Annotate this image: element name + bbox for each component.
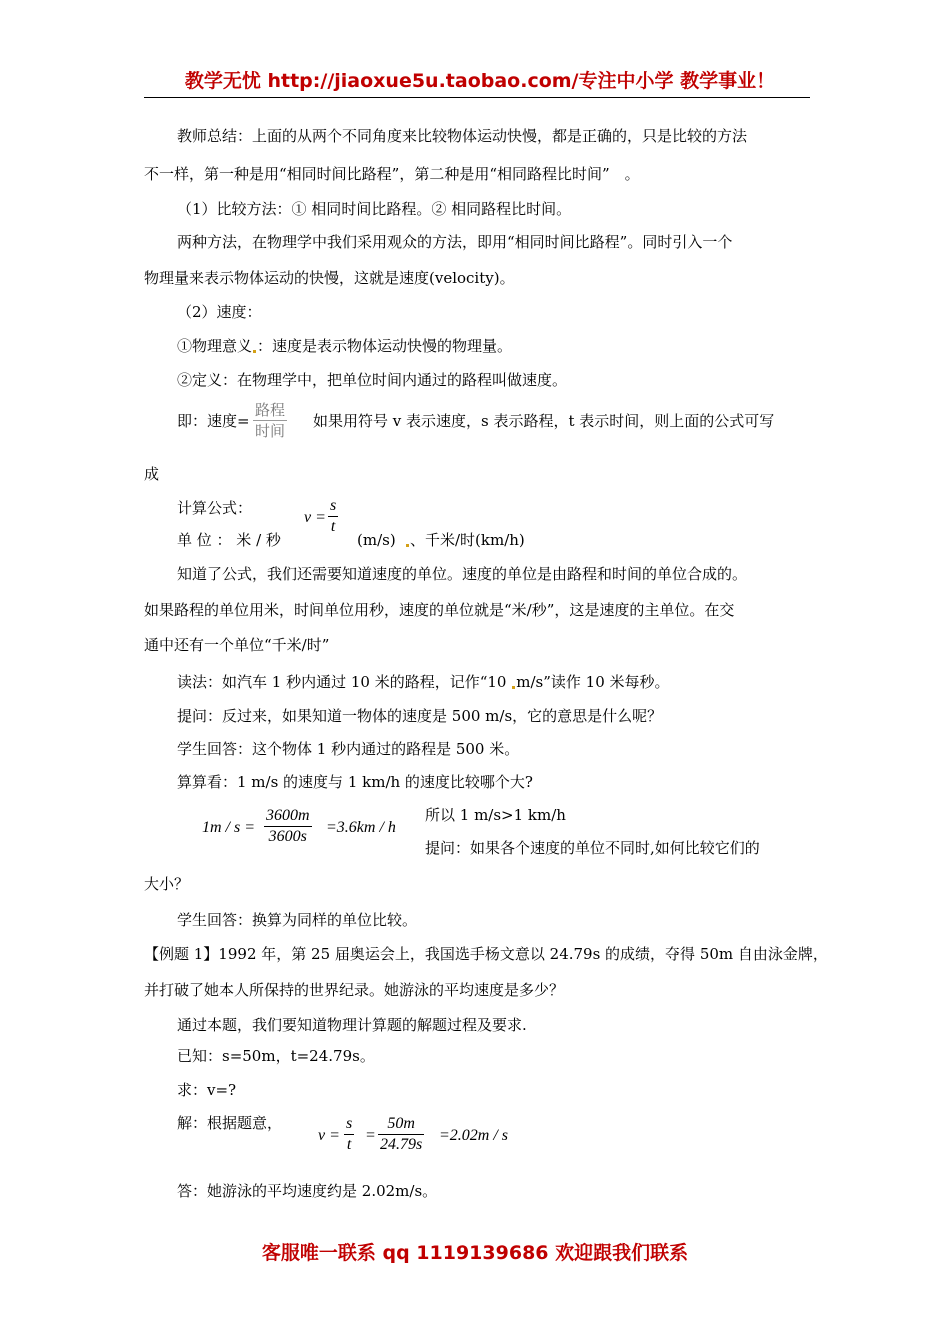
formula-unit-right: =3.6km / h <box>326 819 396 836</box>
text-line: 答：她游泳的平均速度约是 2.02m/s。 <box>177 1182 438 1200</box>
text-line: 单 位 ： 米 / 秒 <box>177 531 281 549</box>
formula-example-values <box>378 1114 424 1155</box>
formula-speed-fraction <box>328 496 338 537</box>
fraction-numerator: 50m <box>378 1114 424 1135</box>
fraction-denominator: 时间 <box>255 422 286 440</box>
text-line: 成 <box>144 465 160 483</box>
formula-unit-left: 1m / s = <box>202 819 256 836</box>
text-line: 知道了公式，我们还需要知道速度的单位。速度的单位是由路程和时间的单位合成的。 <box>177 565 748 583</box>
page-header: 教学无忧 http://jiaoxue5u.taobao.com/专注中小学 教学事业！ <box>184 70 776 92</box>
text-line: 算算看：1 m/s 的速度与 1 km/h 的速度比较哪个大? <box>177 773 533 791</box>
text-line: 提问：反过来，如果知道一物体的速度是 500 m/s，它的意思是什么呢？ <box>177 707 663 725</box>
fraction-numerator: 3600m <box>264 806 312 827</box>
formula-example-v: v = <box>318 1127 340 1144</box>
text-line: 提问：如果各个速度的单位不同时,如何比较它们的 <box>425 839 760 857</box>
speed-word-fraction <box>253 400 287 441</box>
marker-dot <box>406 544 409 547</box>
formula-v-eq: v = <box>304 509 326 526</box>
fraction-denominator: t <box>346 1136 352 1153</box>
text-line: (m/s) <box>357 531 396 549</box>
text-line: 通过本题，我们要知道物理计算题的解题过程及要求. <box>177 1016 527 1034</box>
text-line: 两种方法，在物理学中我们采用观众的方法，即用“相同时间比路程”。同时引入一个 <box>177 233 733 251</box>
text-span: 读法：如汽车 1 秒内通过 10 米的路程，记作“10 <box>177 673 507 691</box>
fraction-denominator: 24.79s <box>380 1136 423 1153</box>
fraction-numerator: s <box>328 496 338 517</box>
text-line: ②定义：在物理学中，把单位时间内通过的路程叫做速度。 <box>177 371 568 389</box>
formula-example-eq: = <box>365 1127 376 1144</box>
formula-example-s-over-t <box>344 1114 354 1155</box>
text-line: 如果路程的单位用米，时间单位用秒，速度的单位就是“米/秒”，这是速度的主单位。在交 <box>144 601 735 619</box>
text-line: 即：速度= <box>177 412 250 430</box>
text-span: m/s”读作 10 米每秒。 <box>516 673 670 691</box>
fraction-denominator: t <box>330 518 336 535</box>
marker-dot <box>253 350 256 353</box>
text-line: 不一样，第一种是用“相同时间比路程”，第二种是用“相同路程比时间” 。 <box>144 165 640 183</box>
fraction-denominator: 3600s <box>268 828 307 845</box>
formula-example-result: =2.02m / s <box>439 1127 509 1144</box>
text-line: 学生回答：换算为同样的单位比较。 <box>177 911 418 929</box>
text-line: 所以 1 m/s>1 km/h <box>425 806 566 824</box>
formula-unit-fraction <box>264 806 312 847</box>
text-line <box>177 672 670 692</box>
text-line: 物理量来表示物体运动的快慢，这就是速度(velocity)。 <box>144 269 515 287</box>
fraction-numerator: s <box>344 1114 354 1135</box>
marker-dot <box>512 686 515 689</box>
page-footer: 客服唯一联系 qq 1119139686 欢迎跟我们联系 <box>261 1242 689 1264</box>
text-line: 求：v=? <box>177 1081 237 1099</box>
text-line: 大小？ <box>144 875 190 893</box>
text-line <box>405 530 525 550</box>
text-line: 【例题 1】1992 年，第 25 届奥运会上，我国选手杨文意以 24.79s 的成绩，夺得 50m 自由泳金牌， <box>144 945 828 963</box>
text-line <box>177 336 512 356</box>
text-line: 通中还有一个单位“千米/时” <box>144 636 330 654</box>
text-line: 如果用符号 v 表示速度，s 表示路程，t 表示时间，则上面的公式可写 <box>313 412 775 430</box>
text-line: 计算公式： <box>177 499 253 517</box>
header-rule <box>144 97 810 98</box>
text-span: 、千米/时(km/h) <box>410 531 525 549</box>
text-line: 学生回答：这个物体 1 秒内通过的路程是 500 米。 <box>177 740 520 758</box>
text-line: （2）速度： <box>177 303 262 321</box>
text-line: （1）比较方法：① 相同时间比路程。② 相同路程比时间。 <box>177 200 572 218</box>
text-line: 解：根据题意， <box>177 1114 283 1132</box>
fraction-numerator: 路程 <box>255 401 286 419</box>
text-span: ：速度是表示物体运动快慢的物理量。 <box>257 337 513 355</box>
text-line: 教师总结：上面的从两个不同角度来比较物体运动快慢，都是正确的，只是比较的方法 <box>177 127 748 145</box>
text-line: 已知：s=50m，t=24.79s。 <box>177 1047 375 1065</box>
text-span: ①物理意义 <box>177 337 253 355</box>
text-line: 并打破了她本人所保持的世界纪录。她游泳的平均速度是多少？ <box>144 981 565 999</box>
